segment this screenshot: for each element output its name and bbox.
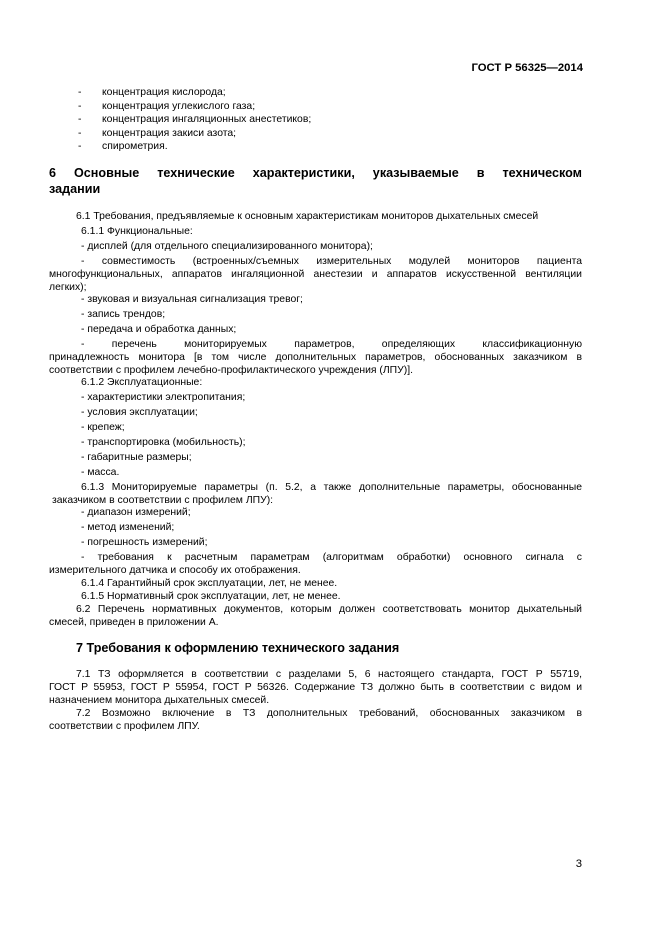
paragraph-line: 6.1.5 Нормативный срок эксплуатации, лет, не менее.: [81, 591, 341, 602]
paragraph-line: 6.2 Перечень нормативных документов, которым должен соответствовать монитор дыхательный: [76, 604, 582, 615]
paragraph-line: 6.1.4 Гарантийный срок эксплуатации, лет, не менее.: [81, 578, 338, 589]
paragraph-line: 6.1 Требования, предъявляемые к основным характеристикам мониторов дыхательных смесей: [76, 211, 539, 222]
section-7-title: 7 Требования к оформлению технического задания: [76, 641, 400, 655]
page-number: 3: [575, 858, 582, 870]
paragraph-line: - погрешность измерений;: [81, 537, 208, 548]
paragraph-line: - требования к расчетным параметрам (алгоритмам обработки) основного сигнала с: [81, 552, 582, 563]
paragraph-line: многофункциональных, аппаратов ингаляционной анестезии и аппаратов искусственной вентиляции: [49, 269, 582, 280]
document-header: ГОСТ Р 56325—2014: [471, 62, 583, 74]
paragraph-line: - масса.: [81, 467, 120, 478]
section-6-title-line1: 6 Основные технические характеристики, указываемые в техническом: [49, 166, 582, 180]
paragraph-line: соответствии с профилем ЛПУ.: [49, 721, 200, 732]
paragraph-line: 7.1 ТЗ оформляется в соответствии с разделами 5, 6 настоящего стандарта, ГОСТ Р 55719,: [76, 669, 582, 680]
paragraph-line: - совместимость (встроенных/съемных измерительных модулей мониторов пациента: [81, 256, 582, 267]
paragraph-line: - звуковая и визуальная сигнализация тревог;: [81, 294, 303, 305]
paragraph-line: - характеристики электропитания;: [81, 392, 246, 403]
paragraph-line: 6.1.2 Эксплуатационные:: [81, 377, 203, 388]
paragraph-line: - крепеж;: [81, 422, 125, 433]
paragraph-line: ГОСТ Р 55953, ГОСТ Р 55954, ГОСТ Р 56326. Содержание ТЗ должно быть в соответствии с видом и: [49, 682, 582, 693]
section-6-title-line2: задании: [49, 182, 101, 196]
paragraph-line: 7.2 Возможно включение в ТЗ дополнительных требований, обоснованных заказчиком в: [76, 708, 582, 719]
paragraph-line: - перечень мониторируемых параметров, определяющих классификационную: [81, 339, 582, 350]
paragraph-line: 6.1.3 Мониторируемые параметры (п. 5.2, а также дополнительные параметры, обоснованные: [81, 482, 582, 493]
paragraph-line: измерительного датчика и способу их отображения.: [49, 565, 301, 576]
paragraph-line: - транспортировка (мобильность);: [81, 437, 246, 448]
paragraph-line: принадлежность монитора [в том числе дополнительных параметров, обоснованных заказчиком в: [49, 352, 582, 363]
paragraph-line: - габаритные размеры;: [81, 452, 192, 463]
paragraph-line: 6.1.1 Функциональные:: [81, 226, 193, 237]
paragraph-line: - запись трендов;: [81, 309, 166, 320]
paragraph-line: - условия эксплуатации;: [81, 407, 198, 418]
paragraph-line: легких);: [49, 282, 87, 293]
paragraph-line: - диапазон измерений;: [81, 507, 191, 518]
paragraph-line: заказчиком в соответствии с профилем ЛПУ):: [52, 495, 274, 506]
paragraph-line: - дисплей (для отдельного специализированного монитора);: [81, 241, 373, 252]
paragraph-line: - метод изменений;: [81, 522, 175, 533]
paragraph-line: соответствии с профилем лечебно-профилактического учреждения (ЛПУ)].: [49, 365, 413, 376]
paragraph-line: - передача и обработка данных;: [81, 324, 237, 335]
paragraph-line: назначением монитора дыхательных смесей.: [49, 695, 270, 706]
paragraph-line: смесей, приведен в приложении А.: [49, 617, 219, 628]
